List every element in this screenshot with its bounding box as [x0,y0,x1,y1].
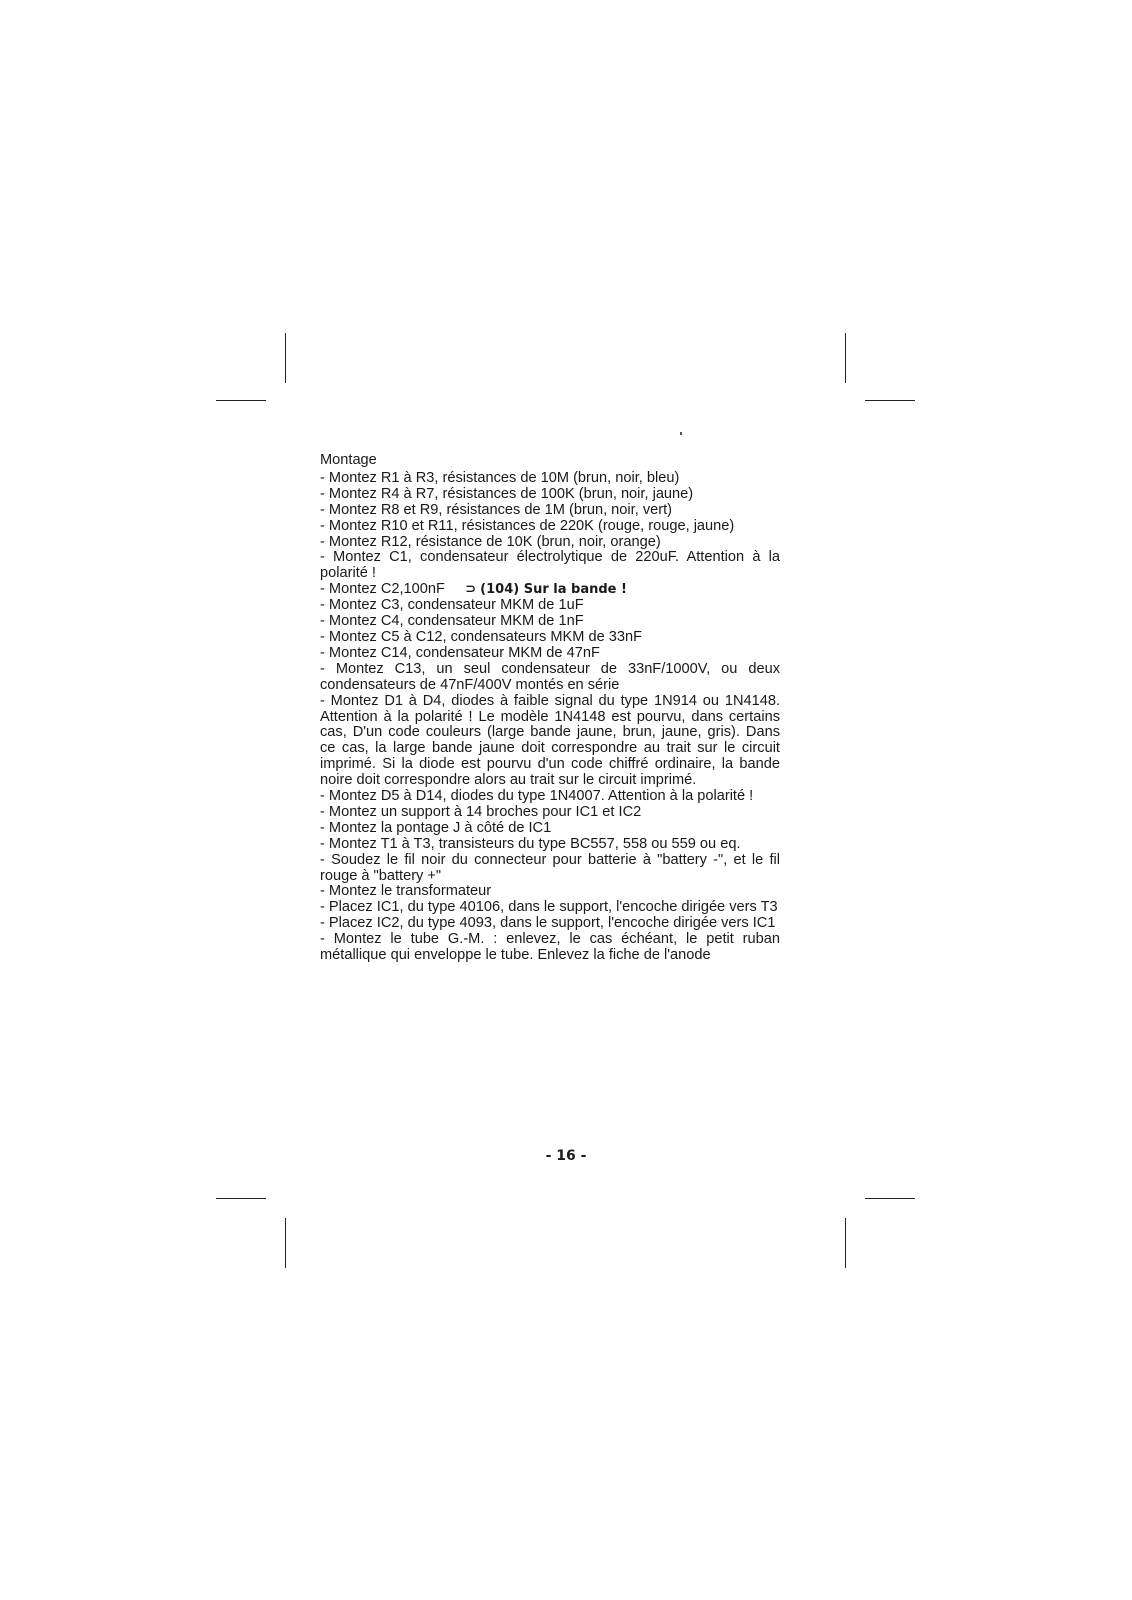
crop-mark-bottom-right-vertical [845,1218,846,1268]
instruction-line: - Montez R12, résistance de 10K (brun, noir, orange) [320,533,661,550]
crop-mark-top-left-horizontal [216,400,266,401]
c2-note: (104) Sur la bande ! [480,582,627,598]
instruction-line: - Montez C5 à C12, condensateurs MKM de 33nF [320,628,643,645]
instruction-line: - Montez C1, condensateur électrolytique de 220uF. Attention à la polarité ! [320,549,780,582]
instruction-line: - Montez T1 à T3, transisteurs du type BC557, 558 ou 559 ou eq. [320,835,741,852]
page-number: - 16 - [545,1148,587,1164]
arrow-icon: ⊃ [465,582,477,598]
crop-mark-bottom-left-horizontal [216,1198,266,1199]
instruction-line: - Montez R8 et R9, résistances de 1M (brun, noir, vert) [320,501,673,518]
instruction-line: - Montez D1 à D4, diodes à faible signal du type 1N914 ou 1N4148. Attention à la polarité ! Le modèle 1N4148 est pourvu, dans certains cas, D'un code couleurs (large bande jaune, brun, jaune, gris). Dans ce cas, la large bande jaune doit correspondre au trait sur le circuit imprimé. Si la diode est pourvu d'un code chiffré ordinaire, la bande noire doit correspondre alors au trait sur le circuit imprimé. [320,692,780,789]
instruction-line: - Montez R10 et R11, résistances de 220K (rouge, rouge, jaune) [320,517,735,534]
instruction-line: - Montez C4, condensateur MKM de 1nF [320,613,584,630]
instruction-line: - Montez R1 à R3, résistances de 10M (brun, noir, bleu) [320,469,680,486]
instruction-line: - Montez la pontage J à côté de IC1 [320,819,552,836]
section-heading: Montage [320,452,377,468]
instruction-line: - Placez IC2, du type 4093, dans le support, l'encoche dirigée vers IC1 [320,915,776,932]
crop-mark-top-right-horizontal [865,400,915,401]
instruction-line: - Montez D5 à D14, diodes du type 1N4007. Attention à la polarité ! [320,788,754,805]
crop-mark-bottom-right-horizontal [865,1198,915,1199]
instruction-line-c2 [320,582,780,598]
scan-speck [680,432,682,435]
instruction-line: - Montez C13, un seul condensateur de 33nF/1000V, ou deux condensateurs de 47nF/400V montés en série [320,660,780,693]
instruction-line: - Soudez le fil noir du connecteur pour batterie à "battery -", et le fil rouge à "battery +" [320,851,780,884]
instruction-line: - Montez un support à 14 broches pour IC1 et IC2 [320,803,642,820]
instruction-line: - Montez C3, condensateur MKM de 1uF [320,597,584,614]
instruction-line: - Placez IC1, du type 40106, dans le support, l'encoche dirigée vers T3 [320,899,778,916]
c2-text: - Montez C2,100nF [320,581,445,598]
instruction-line: - Montez R4 à R7, résistances de 100K (brun, noir, jaune) [320,485,694,502]
instruction-line: - Montez le transformateur [320,883,492,900]
crop-mark-bottom-left-vertical [285,1218,286,1268]
instruction-line: - Montez C14, condensateur MKM de 47nF [320,644,600,661]
crop-mark-top-right-vertical [845,333,846,383]
page-content [320,453,780,964]
crop-mark-top-left-vertical [285,333,286,383]
instruction-line: - Montez le tube G.-M. : enlevez, le cas échéant, le petit ruban métallique qui enveloppe le tube. Enlevez la fiche de l'anode [320,931,780,964]
